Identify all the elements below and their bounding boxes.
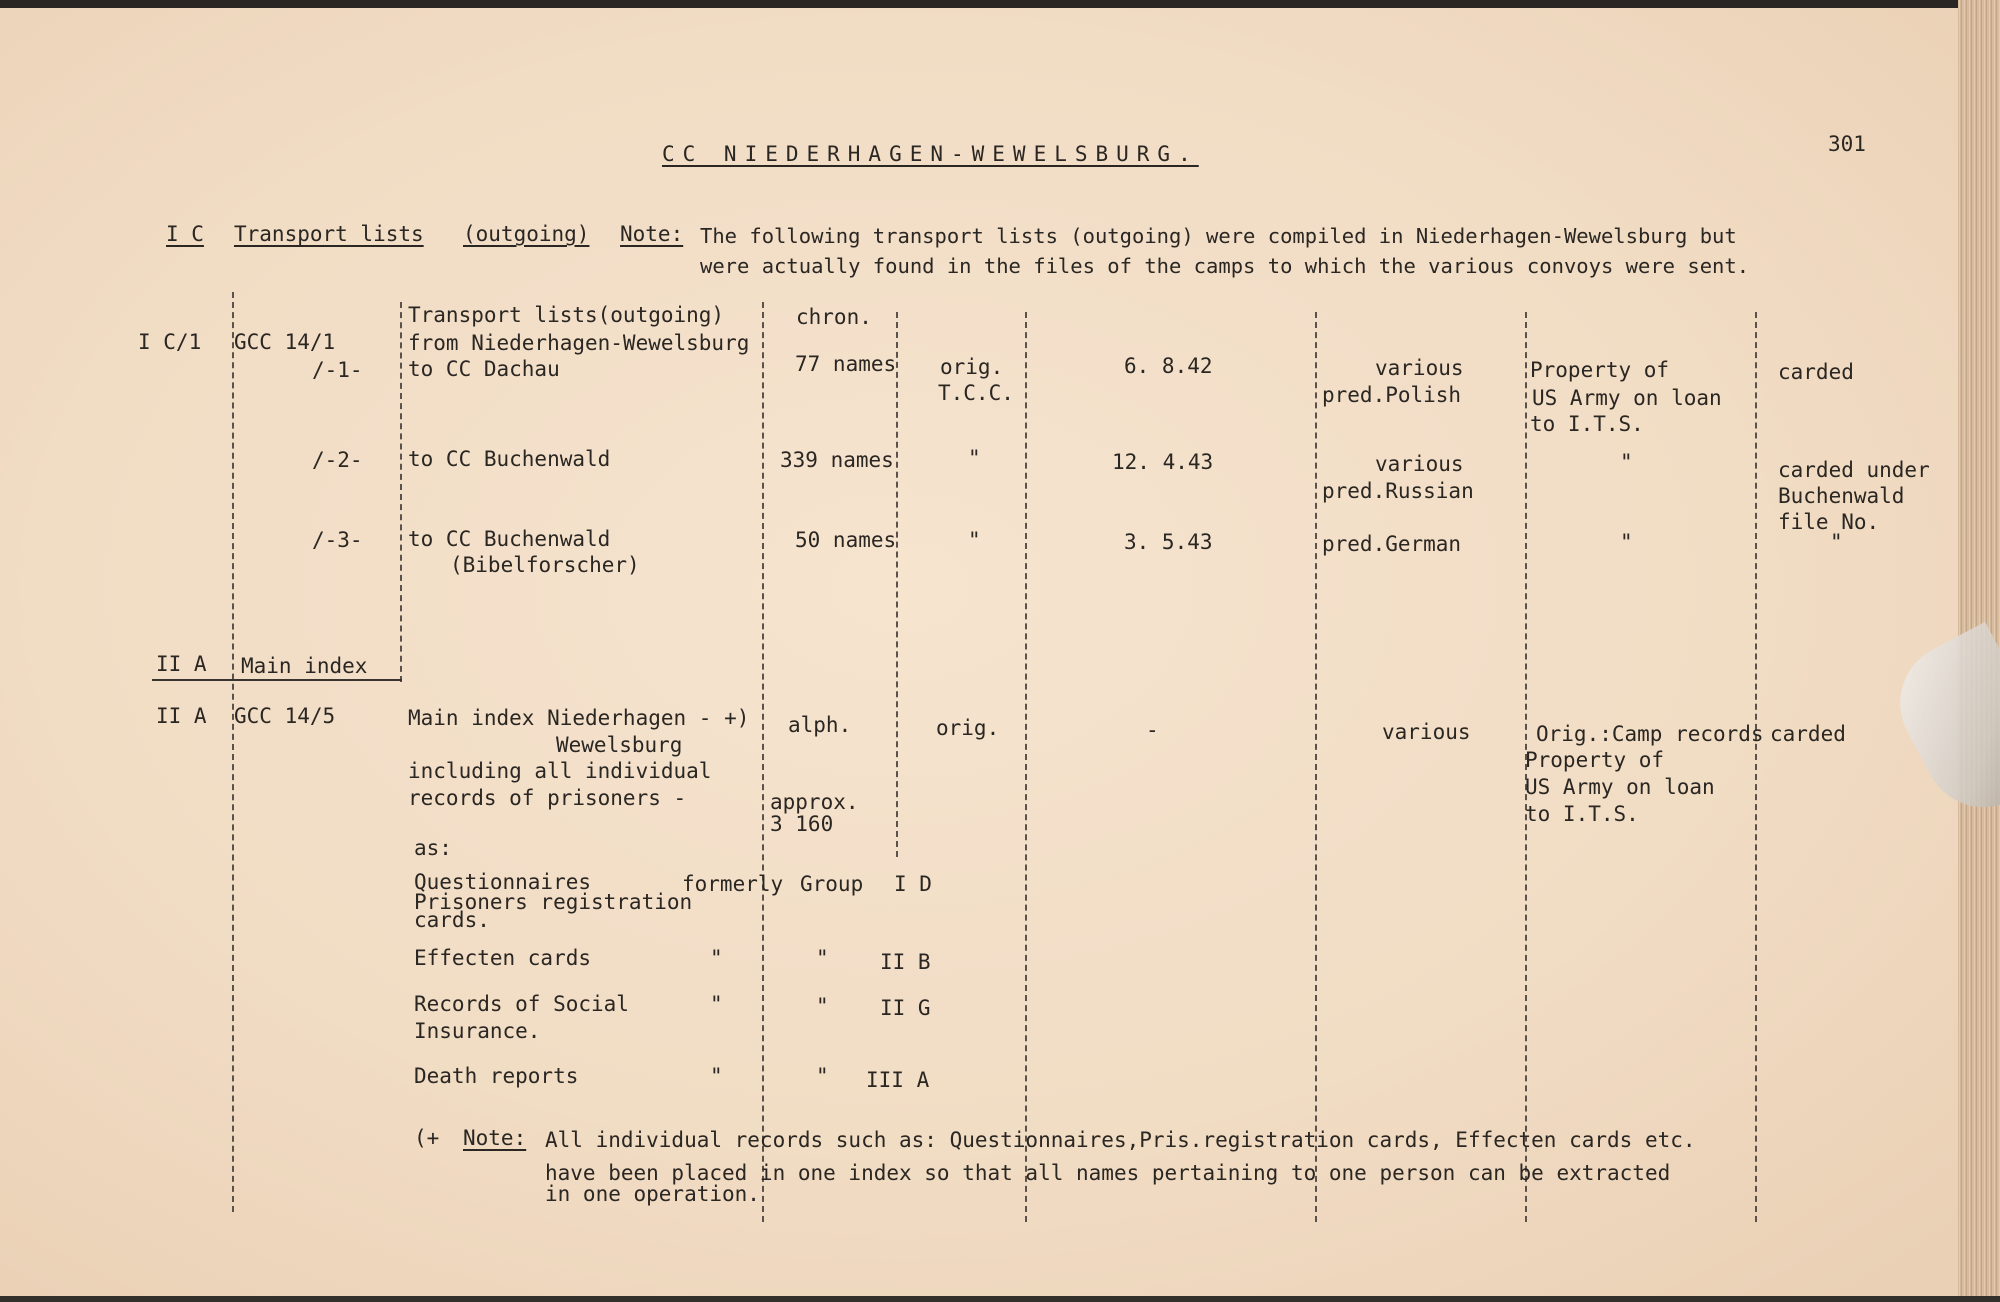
iia-property-line3: US Army on loan [1525,775,1715,799]
sub-item-label-line2: cards. [414,908,490,932]
iia-nationality: various [1382,720,1471,744]
sub-item-label-line2: Insurance. [414,1019,541,1043]
section-ic-qualifier: (outgoing) [463,222,590,246]
sub-item-ditto: " [710,992,723,1016]
entry-number: /-3- [312,528,363,552]
section-iia-heading: Main index [241,654,368,678]
entry-nationality-line2: pred.Polish [1322,383,1462,407]
entry-property: " [1620,530,1633,554]
iia-title-line4: records of prisoners - [408,786,687,810]
sub-item-group: II G [880,996,931,1020]
sub-item-label: Prisoners registration [414,890,693,914]
entry-number: /-2- [312,448,363,472]
ic1-ref: GCC 14/1 [234,330,336,354]
entry-nationality: various [1375,452,1464,476]
sub-item-ditto: Group [800,872,864,896]
section-ic-note-line1: The following transport lists (outgoing) were compiled in Niederhagen-Wewelsburg but [700,224,1737,248]
sub-item-label: Death reports [414,1064,579,1088]
sub-item-label: Questionnaires [414,870,592,894]
iia-original: orig. [936,716,1000,740]
iia-title-line1: Main index Niederhagen - +) [408,706,750,730]
column-rule [400,302,402,682]
page-number: 301 [1828,132,1866,156]
section-ic-note-label: Note: [620,222,684,246]
sub-item-ditto: " [710,1064,723,1088]
sub-item-label: Records of Social [414,992,629,1016]
iia-approx-label: approx. [770,790,859,814]
section-ic-code: I C [166,222,204,246]
section-ic-note-line2: were actually found in the files of the camps to which the various convoys were sent. [700,254,1750,278]
section-iia-underline [152,679,402,681]
iia-date: - [1146,718,1159,742]
entry-nationality: various [1375,356,1464,380]
footnote-line2: have been placed in one index so that all names pertaining to one person can be extracted [545,1161,1671,1185]
entry-count: 50 names [795,528,897,552]
iia-approx-count: 3 160 [770,812,834,836]
sub-item-group: III A [866,1068,930,1092]
column-rule [232,292,234,1212]
entry-number: /-1- [312,358,363,382]
sub-item-ditto: " [816,994,829,1018]
entry-property-line3: to I.T.S. [1530,412,1644,436]
page-curl [1879,622,2000,828]
entry-destination: to CC Dachau [408,357,560,381]
section-iia-code: II A [156,652,207,676]
entry-carding-line3: file No. [1778,510,1880,534]
entry-original: " [968,528,981,552]
page-title: CC NIEDERHAGEN-WEWELSBURG. [662,142,1199,166]
entry-destination: to CC Buchenwald [408,527,611,551]
entry-carding-line2: Buchenwald [1778,484,1905,508]
iia-property-line4: to I.T.S. [1525,802,1639,826]
sub-item-group: II B [880,950,931,974]
entry-nationality-line2: pred.Russian [1322,479,1474,503]
entry-destination: to CC Buchenwald [408,447,611,471]
entry-property-line2: US Army on loan [1532,386,1722,410]
iia-property: Orig.:Camp records [1536,722,1764,746]
entry-carding: carded under [1778,458,1930,482]
footnote-marker: (+ [414,1126,440,1150]
entry-destination-line2: (Bibelforscher) [450,553,640,577]
iia-order: alph. [788,713,852,737]
ic1-code: I C/1 [138,330,202,354]
iia-title-line3: including all individual [408,759,712,783]
entry-carding: " [1830,530,1843,554]
column-rule [1315,312,1317,1222]
ic1-title-line1: Transport lists(outgoing) [408,303,725,327]
entry-original-line2: T.C.C. [938,381,1014,405]
footnote-label: Note: [463,1126,527,1150]
iia-title-line2: Wewelsburg [556,733,683,757]
column-rule [896,312,898,857]
ic1-order: chron. [796,305,872,329]
footnote-line3: in one operation. [545,1182,760,1206]
entry-date: 12. 4.43 [1112,450,1214,474]
ic1-title-line2: from Niederhagen-Wewelsburg [408,331,750,355]
iia-carding: carded [1770,722,1846,746]
entry-carding: carded [1778,360,1854,384]
iia-code: II A [156,704,207,728]
entry-count: 77 names [795,352,897,376]
sub-item-ditto: formerly [682,872,784,896]
entry-original: orig. [940,355,1004,379]
iia-ref: GCC 14/5 [234,704,336,728]
column-rule [1025,312,1027,1222]
entry-property: " [1620,450,1633,474]
entry-original: " [968,446,981,470]
sub-item-ditto: " [710,946,723,970]
entry-date: 3. 5.43 [1124,530,1213,554]
scan-top-border [0,0,2000,8]
entry-date: 6. 8.42 [1124,354,1213,378]
entry-nationality: pred.German [1322,532,1462,556]
entry-property: Property of [1530,358,1670,382]
section-ic-heading: Transport lists [234,222,424,246]
sub-item-ditto: " [816,1064,829,1088]
iia-property-line2: Property of [1525,748,1665,772]
scan-bottom-border [0,1296,2000,1302]
column-rule [762,302,764,1222]
sub-item-group: I D [894,872,932,896]
footnote-line1: All individual records such as: Questionnaires,Pris.registration cards, Effecten cards etc. [545,1128,1696,1152]
sub-item-ditto: " [816,946,829,970]
entry-count: 339 names [780,448,894,472]
iia-as-label: as: [414,836,452,860]
column-rule [1755,312,1757,1222]
sub-item-label: Effecten cards [414,946,592,970]
